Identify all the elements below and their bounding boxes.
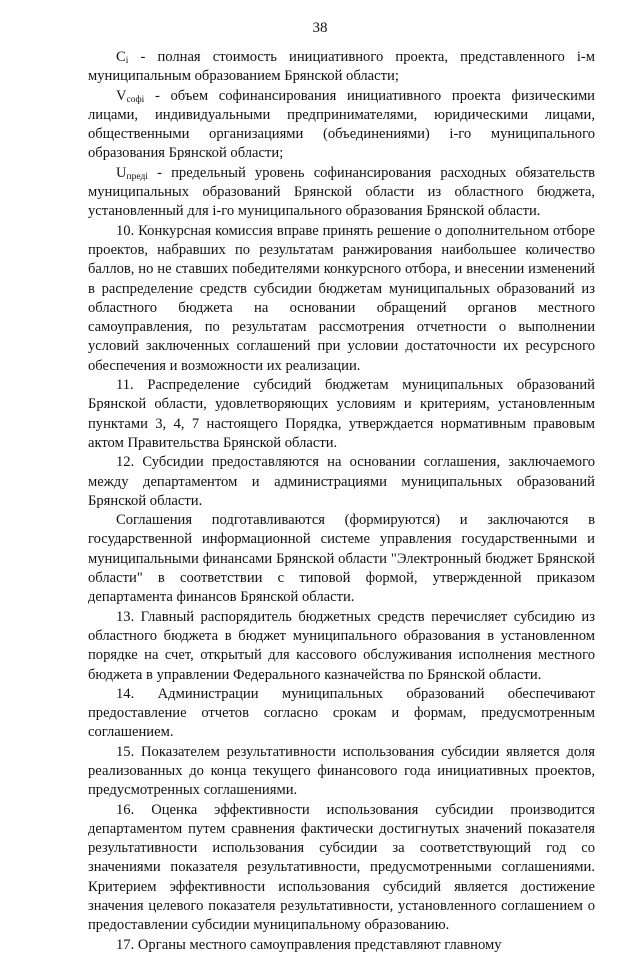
page-number: 38 <box>312 20 328 36</box>
variable-symbol: $V_{cофi}$ <box>116 87 145 105</box>
paragraph-12-agreements: Соглашения подготавливаются (формируются) и заключаются в государственной информационной системе управления государственными и муниципальными финансами Брянской области "Электронный бюджет Брянской области" в соответствии с типовой формой, утвержденной приказом департамента финансов Брянской области. <box>88 512 595 606</box>
paragraph-14: 14. Администрации муниципальных образований обеспечивают предоставление отчетов согласно срокам и формам, предусмотренным соглашением. <box>88 685 595 741</box>
paragraph-11: 11. Распределение субсидий бюджетам муниципальных образований Брянской области, удовлетворяющих условиям и критериям, установленным пунктами 3, 4, 7 настоящего Порядка, утверждается нормативным правовым актом Правительства Брянской области. <box>88 377 595 451</box>
paragraph-17: 17. Органы местного самоуправления представляют главному <box>116 936 502 953</box>
paragraph-12: 12. Субсидии предоставляются на основании соглашения, заключаемого между департаментом и администрациями муниципальных образований Брянской области. <box>88 454 595 509</box>
variable-definition-v <box>88 87 595 164</box>
variable-description: - объем софинансирования инициативного проекта физическими лицами, индивидуальными предпринимателями, юридическими лицами, общественными организациями (объединениями) i-го муниципального образования Брянской области; <box>88 87 595 162</box>
variable-symbol: $U_{предi}$ <box>116 164 148 182</box>
paragraph-13: 13. Главный распорядитель бюджетных средств перечисляет субсидию из областного бюджета в бюджет муниципального образования в установленном порядке на счет, открытый для кассового обслуживания исполнения местного бюджета в управлении Федерального казначейства по Брянской области. <box>88 608 595 683</box>
paragraph-15: 15. Показателем результативности использования субсидии является доля реализованных до конца текущего финансового года инициативных проектов, предусмотренных соглашениями. <box>88 743 595 799</box>
variable-definition-u <box>88 164 595 222</box>
paragraph-16: 16. Оценка эффективности использования субсидии производится департаментом путем сравнения фактически достигнутых значений показателя результативности использования субсидии за соответствующий год со значениями показателя результативности, предусмотренными соглашениями. Критерием эффективности использования субсидий является достижение значения целевого показателя результативности, установленного соглашением о предоставлении субсидии муниципальному образованию. <box>88 801 595 934</box>
page-body <box>88 48 595 955</box>
variable-description: - полная стоимость инициативного проекта, представленного i-м муниципальным образованием Брянской области; <box>88 49 595 85</box>
paragraph-10: 10. Конкурсная комиссия вправе принять решение о дополнительном отборе проектов, набравших по результатам ранжирования наибольшее количество баллов, но не ставших победителями конкурсного отбора, и внесении изменений в распределение средств субсидии бюджетам муниципальных образований из областного бюджета на основании обращений органов местного самоуправления, по результатам рассмотрения отчетности о выполнении условий заключенных соглашений при условии достаточности их ресурсного обеспечения и возможности их реализации. <box>88 222 595 374</box>
variable-symbol: $C_i$ <box>116 49 129 66</box>
variable-description: - предельный уровень софинансирования расходных обязательств муниципальных образований Брянской области из областного бюджета, установленный для i-го муниципального образования Брянской области. <box>88 164 595 220</box>
variable-definition-c <box>88 48 595 87</box>
